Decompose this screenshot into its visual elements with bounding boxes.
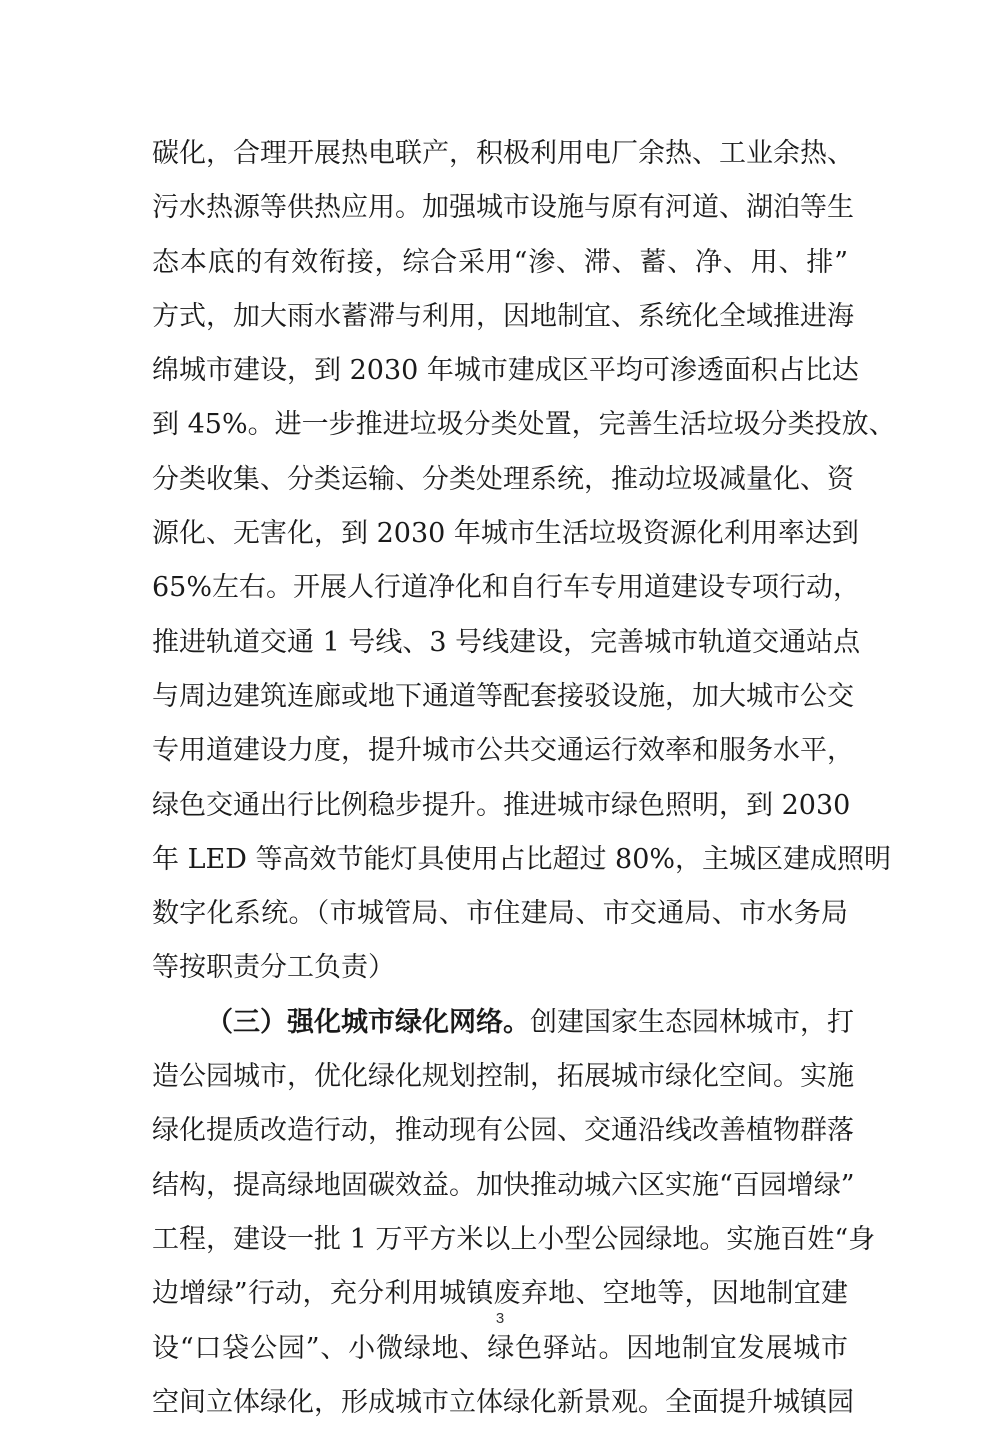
body-line: 边增绿”行动，充分利用城镇废弃地、空地等，因地制宜建 (152, 1278, 848, 1310)
section-heading: （三）强化城市绿化网络。 (206, 1006, 530, 1038)
body-line: 推进轨道交通 1 号线、3 号线建设，完善城市轨道交通站点 (152, 626, 861, 658)
body-line: 与周边建筑连廊或地下通道等配套接驳设施，加大城市公交 (152, 680, 854, 712)
body-line: 设“口袋公园”、小微绿地、绿色驿站。因地制宜发展城市 (152, 1332, 848, 1364)
page-number: 3 (495, 1310, 505, 1327)
body-line: 造公园城市，优化绿化规划控制，拓展城市绿化空间。实施 (152, 1061, 854, 1093)
body-line: 绵城市建设，到 2030 年城市建成区平均可渗透面积占比达 (152, 355, 859, 387)
document-body (152, 127, 896, 1430)
body-line: 数字化系统。（市城管局、市住建局、市交通局、市水务局 (152, 898, 848, 930)
body-line-last: 等按职责分工负责） (152, 952, 395, 984)
body-line: 绿色交通出行比例稳步提升。推进城市绿色照明，到 2030 (152, 789, 851, 821)
section-heading-line (152, 996, 854, 1050)
body-line: 专用道建设力度，提升城市公共交通运行效率和服务水平， (152, 735, 854, 767)
body-line: 65%左右。开展人行道净化和自行车专用道建设专项行动， (152, 572, 861, 604)
section-heading-rest: 创建国家生态园林城市，打 (530, 1006, 854, 1038)
body-line: 态本底的有效衔接，综合采用“渗、滞、蓄、净、用、排” (152, 246, 848, 278)
body-line: 污水热源等供热应用。加强城市设施与原有河道、湖泊等生 (152, 192, 854, 224)
body-line: 空间立体绿化，形成城市立体绿化新景观。全面提升城镇园 (152, 1386, 854, 1418)
body-line: 绿化提质改造行动，推动现有公园、交通沿线改善植物群落 (152, 1115, 854, 1147)
body-line: 年 LED 等高效节能灯具使用占比超过 80%，主城区建成照明 (152, 843, 892, 875)
body-line: 源化、无害化，到 2030 年城市生活垃圾资源化利用率达到 (152, 518, 859, 550)
body-line: 结构，提高绿地固碳效益。加快推动城六区实施“百园增绿” (152, 1169, 855, 1201)
body-line: 到 45%。进一步推进垃圾分类处置，完善生活垃圾分类投放、 (152, 409, 896, 441)
body-line: 碳化，合理开展热电联产，积极利用电厂余热、工业余热、 (152, 138, 854, 169)
body-line: 方式，加大雨水蓄滞与利用，因地制宜、系统化全域推进海 (152, 300, 854, 332)
body-line: 工程，建设一批 1 万平方米以上小型公园绿地。实施百姓“身 (152, 1223, 876, 1255)
body-line: 分类收集、分类运输、分类处理系统，推动垃圾减量化、资 (152, 463, 854, 495)
